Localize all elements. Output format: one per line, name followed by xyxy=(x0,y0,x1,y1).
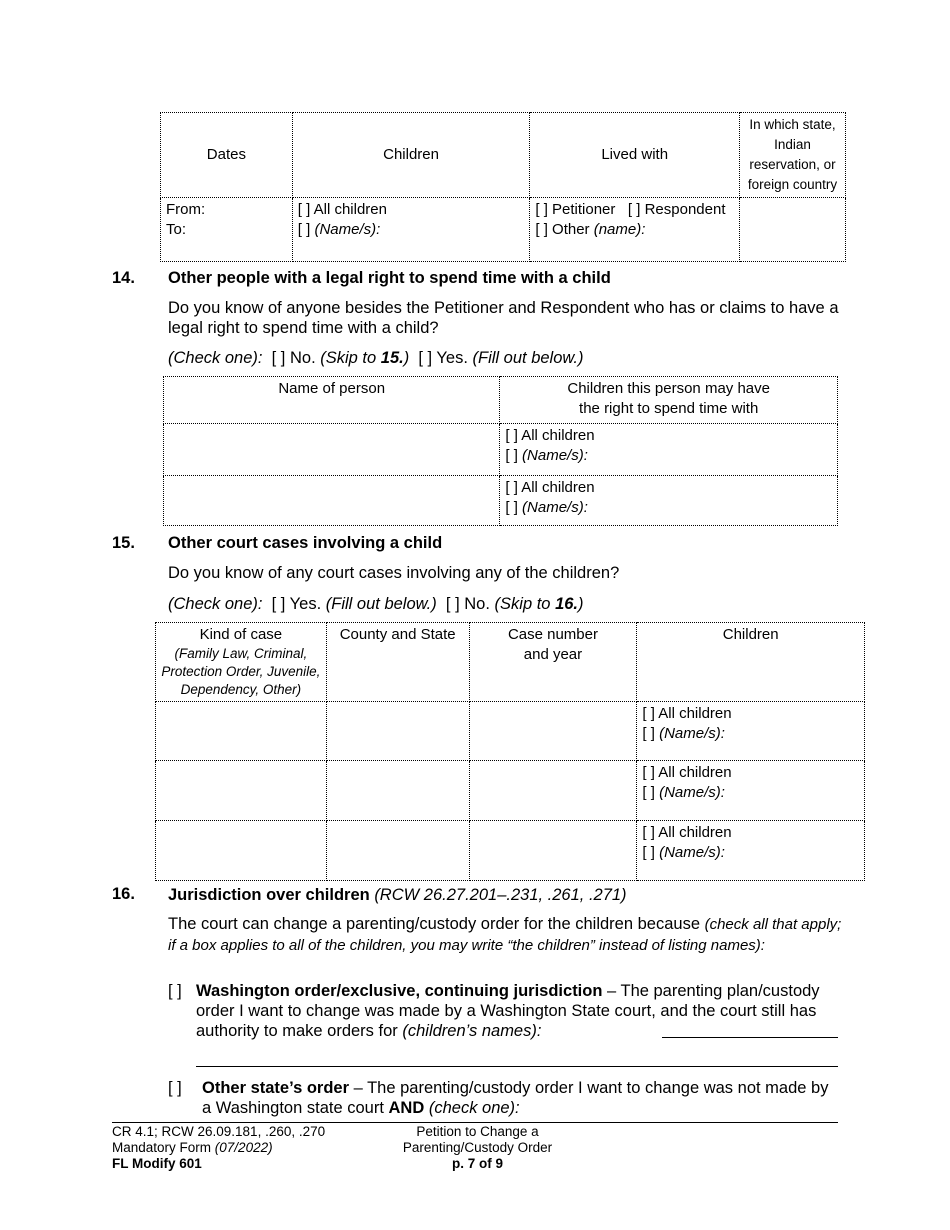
kind-of-case-label: Kind of case xyxy=(199,626,283,643)
header-children-right: Children this person may have the right to spend time with xyxy=(500,377,838,424)
names-label: (Name/s): xyxy=(522,447,588,464)
section-15-number: 15. xyxy=(112,534,135,552)
dates-cell[interactable] xyxy=(161,198,293,262)
lived-with-cell[interactable] xyxy=(530,198,740,262)
header-location: In which state, Indian reservation, or foreign country xyxy=(740,113,846,198)
all-children-checkbox[interactable]: [ ] All children xyxy=(505,427,595,444)
case-number-cell[interactable] xyxy=(469,702,637,761)
no-checkbox[interactable]: [ ] No. xyxy=(271,349,316,367)
header-children: Children xyxy=(292,113,530,198)
footer-title-1: Petition to Change a xyxy=(416,1124,539,1139)
children-names-line-1[interactable] xyxy=(662,1037,838,1038)
header-kind-of-case xyxy=(156,623,327,702)
section-15-question: Do you know of any court cases involving any of the children? xyxy=(168,564,620,582)
header-name-of-person: Name of person xyxy=(164,377,500,424)
yes-checkbox[interactable]: [ ] Yes. xyxy=(271,595,322,613)
yes-checkbox[interactable]: [ ] Yes. xyxy=(418,349,468,367)
person-name-cell[interactable] xyxy=(164,424,500,476)
all-children-checkbox[interactable]: [ ] All children xyxy=(297,201,387,218)
section-15-check-line xyxy=(168,594,584,614)
case-kind-cell[interactable] xyxy=(156,761,327,821)
names-checkbox[interactable]: [ ] xyxy=(642,784,655,801)
residence-history-table xyxy=(160,112,846,262)
option-2-text xyxy=(202,1078,842,1118)
petitioner-checkbox[interactable]: [ ] Petitioner xyxy=(535,201,616,218)
all-children-checkbox[interactable]: [ ] All children xyxy=(642,705,732,722)
case-kind-cell[interactable] xyxy=(156,702,327,761)
to-label: To: xyxy=(166,221,187,238)
case-children-cell[interactable] xyxy=(637,821,865,881)
person-name-cell[interactable] xyxy=(164,476,500,526)
case-county-cell[interactable] xyxy=(326,702,469,761)
check-one-label: (Check one): xyxy=(168,595,263,613)
header-dates: Dates xyxy=(161,113,293,198)
header-lived-with: Lived with xyxy=(530,113,740,198)
intro-note: (check all that apply; if a box applies to all of the children, you may write “the children” instead of listing names): xyxy=(168,916,842,954)
option-1-title: Washington order/exclusive, continuing jurisdiction xyxy=(196,982,603,1000)
footer-rcw: CR 4.1; RCW 26.09.181, .260, .270 xyxy=(112,1124,326,1139)
section-14-check-line xyxy=(168,348,584,368)
from-label: From: xyxy=(166,201,206,218)
fill-out-label: (Fill out below.) xyxy=(472,349,584,367)
children-cell[interactable] xyxy=(292,198,530,262)
option-2-body: – The parenting/custody order I want to change was not made by a Washington state court xyxy=(202,1079,829,1117)
names-checkbox[interactable]: [ ] xyxy=(297,221,311,238)
names-checkbox[interactable]: [ ] xyxy=(642,844,655,861)
kind-of-case-note: (Family Law, Criminal, Protection Order, Juvenile, Dependency, Other) xyxy=(161,646,321,697)
respondent-checkbox[interactable]: [ ] Respondent xyxy=(627,201,726,218)
footer-center xyxy=(380,1124,575,1172)
names-checkbox[interactable]: [ ] xyxy=(505,447,518,464)
case-county-cell[interactable] xyxy=(326,761,469,821)
footer-left xyxy=(112,1124,325,1172)
all-children-checkbox[interactable]: [ ] All children xyxy=(505,479,595,496)
option-1-note: (children’s names): xyxy=(402,1022,542,1040)
header-case-number: Case number and year xyxy=(469,623,637,702)
person-children-cell[interactable] xyxy=(500,424,838,476)
skip-close: ) xyxy=(578,595,584,613)
option-2-checkbox[interactable]: [ ] xyxy=(168,1079,182,1097)
skip-number: 15. xyxy=(380,349,404,367)
section-16-heading xyxy=(168,885,627,905)
section-16-title: Jurisdiction over children xyxy=(168,886,370,904)
legal-right-table xyxy=(163,376,838,526)
case-kind-cell[interactable] xyxy=(156,821,327,881)
option-1-text xyxy=(196,981,841,1041)
section-16-intro xyxy=(168,914,843,956)
other-name-label: (name): xyxy=(593,221,646,238)
option-2-and: AND xyxy=(388,1099,425,1117)
no-checkbox[interactable]: [ ] No. xyxy=(445,595,490,613)
option-1-checkbox[interactable]: [ ] xyxy=(168,982,182,1000)
case-county-cell[interactable] xyxy=(326,821,469,881)
skip-number: 16. xyxy=(555,595,578,613)
person-children-cell[interactable] xyxy=(500,476,838,526)
option-2-title: Other state’s order xyxy=(202,1079,350,1097)
names-label: (Name/s): xyxy=(659,784,725,801)
names-label: (Name/s): xyxy=(314,221,381,238)
footer-date: (07/2022) xyxy=(214,1140,273,1155)
names-checkbox[interactable]: [ ] xyxy=(505,499,518,516)
location-cell[interactable] xyxy=(740,198,846,262)
names-checkbox[interactable]: [ ] xyxy=(642,725,655,742)
names-label: (Name/s): xyxy=(659,725,725,742)
header-children: Children xyxy=(637,623,865,702)
fill-out-label: (Fill out below.) xyxy=(325,595,437,613)
footer-title-2: Parenting/Custody Order xyxy=(402,1140,553,1155)
check-one-label: (Check one): xyxy=(168,349,263,367)
all-children-checkbox[interactable]: [ ] All children xyxy=(642,764,732,781)
option-2-note: (check one): xyxy=(428,1099,520,1117)
skip-label: (Skip to xyxy=(320,349,377,367)
names-label: (Name/s): xyxy=(522,499,588,516)
other-checkbox[interactable]: [ ] Other xyxy=(535,221,590,238)
footer-mandatory: Mandatory Form xyxy=(112,1140,212,1155)
section-14-question: Do you know of anyone besides the Petitioner and Respondent who has or claims to have a legal right to spend time with a child? xyxy=(168,299,839,337)
case-number-cell[interactable] xyxy=(469,821,637,881)
case-number-cell[interactable] xyxy=(469,761,637,821)
header-county-state: County and State xyxy=(326,623,469,702)
case-children-cell[interactable] xyxy=(637,702,865,761)
section-14-number: 14. xyxy=(112,269,135,287)
footer-page: p. 7 of 9 xyxy=(451,1156,503,1171)
intro-text: The court can change a parenting/custody order for the children because xyxy=(168,915,700,933)
option-1-body: – The parenting plan/custody order I want to change was made by a Washington State court, and the court still has authority to make orders for xyxy=(196,982,820,1040)
names-label: (Name/s): xyxy=(659,844,725,861)
footer-form-id: FL Modify 601 xyxy=(112,1156,202,1171)
section-16-rcw: (RCW 26.27.201–.231, .261, .271) xyxy=(374,886,627,904)
section-16-number: 16. xyxy=(112,885,135,903)
section-14-title: Other people with a legal right to spend time with a child xyxy=(168,269,611,287)
skip-label: (Skip to xyxy=(494,595,551,613)
skip-close: ) xyxy=(403,349,410,367)
case-children-cell[interactable] xyxy=(637,761,865,821)
children-names-line-2[interactable] xyxy=(196,1066,838,1067)
footer-rule xyxy=(112,1122,838,1123)
section-15-title: Other court cases involving a child xyxy=(168,534,443,552)
court-cases-table xyxy=(155,622,865,881)
all-children-checkbox[interactable]: [ ] All children xyxy=(642,824,732,841)
